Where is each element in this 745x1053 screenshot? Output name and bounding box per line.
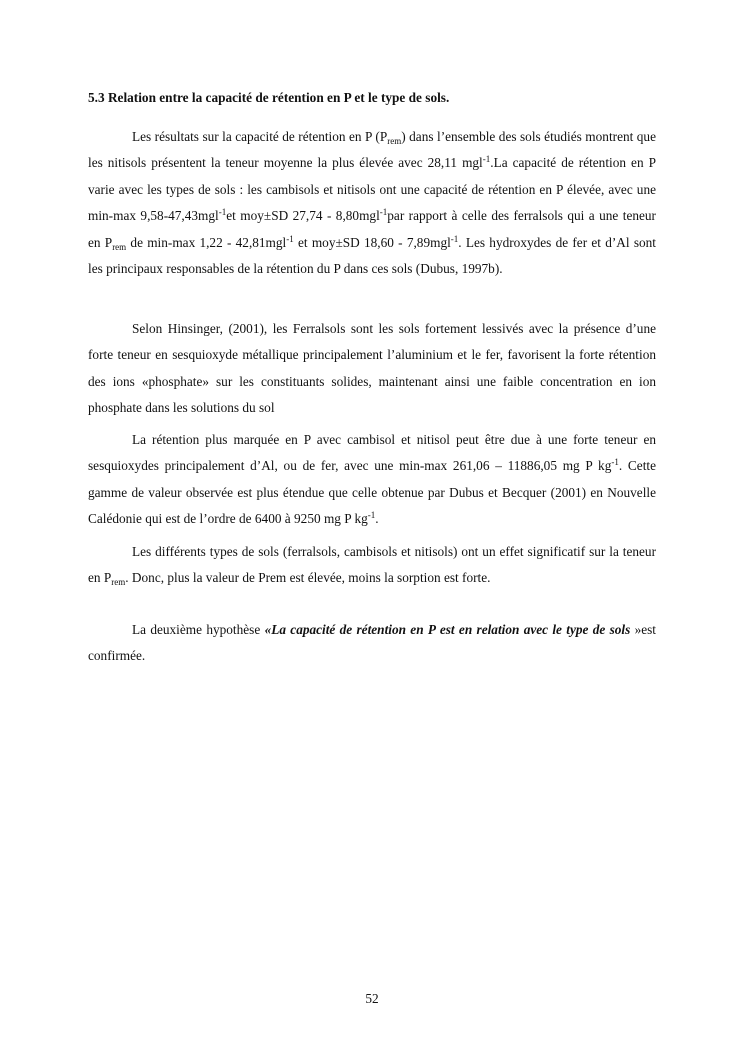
text-run: et moy±SD 18,60 - 7,89mgl [293, 234, 451, 250]
paragraph-hinsinger: Selon Hinsinger, (2001), les Ferralsols sont les sols fortement lessivés avec la présence d’une forte teneur en sesquioxyde métallique principalement l’aluminium et le fer, favorisent la forte rétention des ions «phosphate» sur les constituants solides, maintenant ainsi une faible concentration en ion phosphate dans les solutions du sol [88, 321, 656, 416]
subscript: rem [112, 241, 127, 252]
superscript: -1 [286, 233, 294, 244]
text-run: ) dans l’ensemble des sols étudiés montrent que les nitisols présentent la teneur moyenne la plus élevée avec 28,11 mgl [88, 129, 656, 171]
superscript: -1 [218, 207, 227, 218]
hypothesis-emphasis: «La capacité de rétention en P est en relation avec le type de sols [264, 622, 631, 637]
text-run: . Donc, plus la valeur de Prem est élevée, moins la sorption est forte. [125, 570, 491, 586]
text-run: La deuxième hypothèse [132, 622, 265, 637]
superscript: -1 [379, 207, 388, 218]
page-number: 52 [365, 991, 379, 1006]
text-run: de min-max 1,22 - 42,81mgl [126, 234, 287, 250]
paragraph-hypothesis [88, 617, 656, 670]
text-run: Les différents types de sols (ferralsols, cambisols et nitisols) ont un effet significatif sur la teneur en P [88, 544, 656, 586]
superscript: -1 [611, 457, 619, 468]
subscript: rem [387, 136, 402, 146]
text-run: et moy±SD 27,74 - 8,80mgl [226, 208, 380, 224]
superscript: -1 [450, 233, 459, 244]
paragraph-soil-types-effect [88, 539, 656, 592]
subscript: rem [111, 577, 126, 588]
paragraph-prem-results [88, 124, 656, 282]
document-page [88, 0, 656, 1053]
text-run: Les résultats sur la capacité de rétention en P (P [132, 129, 388, 144]
text-run: . Cette gamme de valeur observée est plus étendue que celle obtenue par Dubus et Becquer (2001) en Nouvelle Calédonie qui est de l’ordre de 6400 à 9250 mg P kg [88, 458, 656, 527]
paragraph-retention-sesquioxydes [88, 427, 656, 533]
text-run: par rapport à celle des ferralsols qui a une teneur en P [88, 208, 656, 250]
text-run: . Les hydroxydes de fer et d’Al sont les principaux responsables de la rétention du P dans ces sols (Dubus, 1997b). [88, 234, 656, 277]
text-run: »est confirmée. [88, 622, 656, 664]
superscript: -1 [482, 154, 491, 165]
text-run: . [375, 511, 379, 527]
text-run: La rétention plus marquée en P avec cambisol et nitisol peut être due à une forte teneur en sesquioxydes principalement d’Al, ou de fer, avec une min-max 261,06 – 11886,05 mg P kg [88, 432, 656, 474]
text-run: .La capacité de rétention en P varie avec les types de sols : les cambisols et nitisols ont une capacité de rétention en P élevée, avec une min-max 9,58-47,43mgl [88, 155, 656, 224]
superscript: -1 [367, 510, 376, 521]
section-heading: 5.3 Relation entre la capacité de rétention en P et le type de sols. [88, 90, 450, 105]
